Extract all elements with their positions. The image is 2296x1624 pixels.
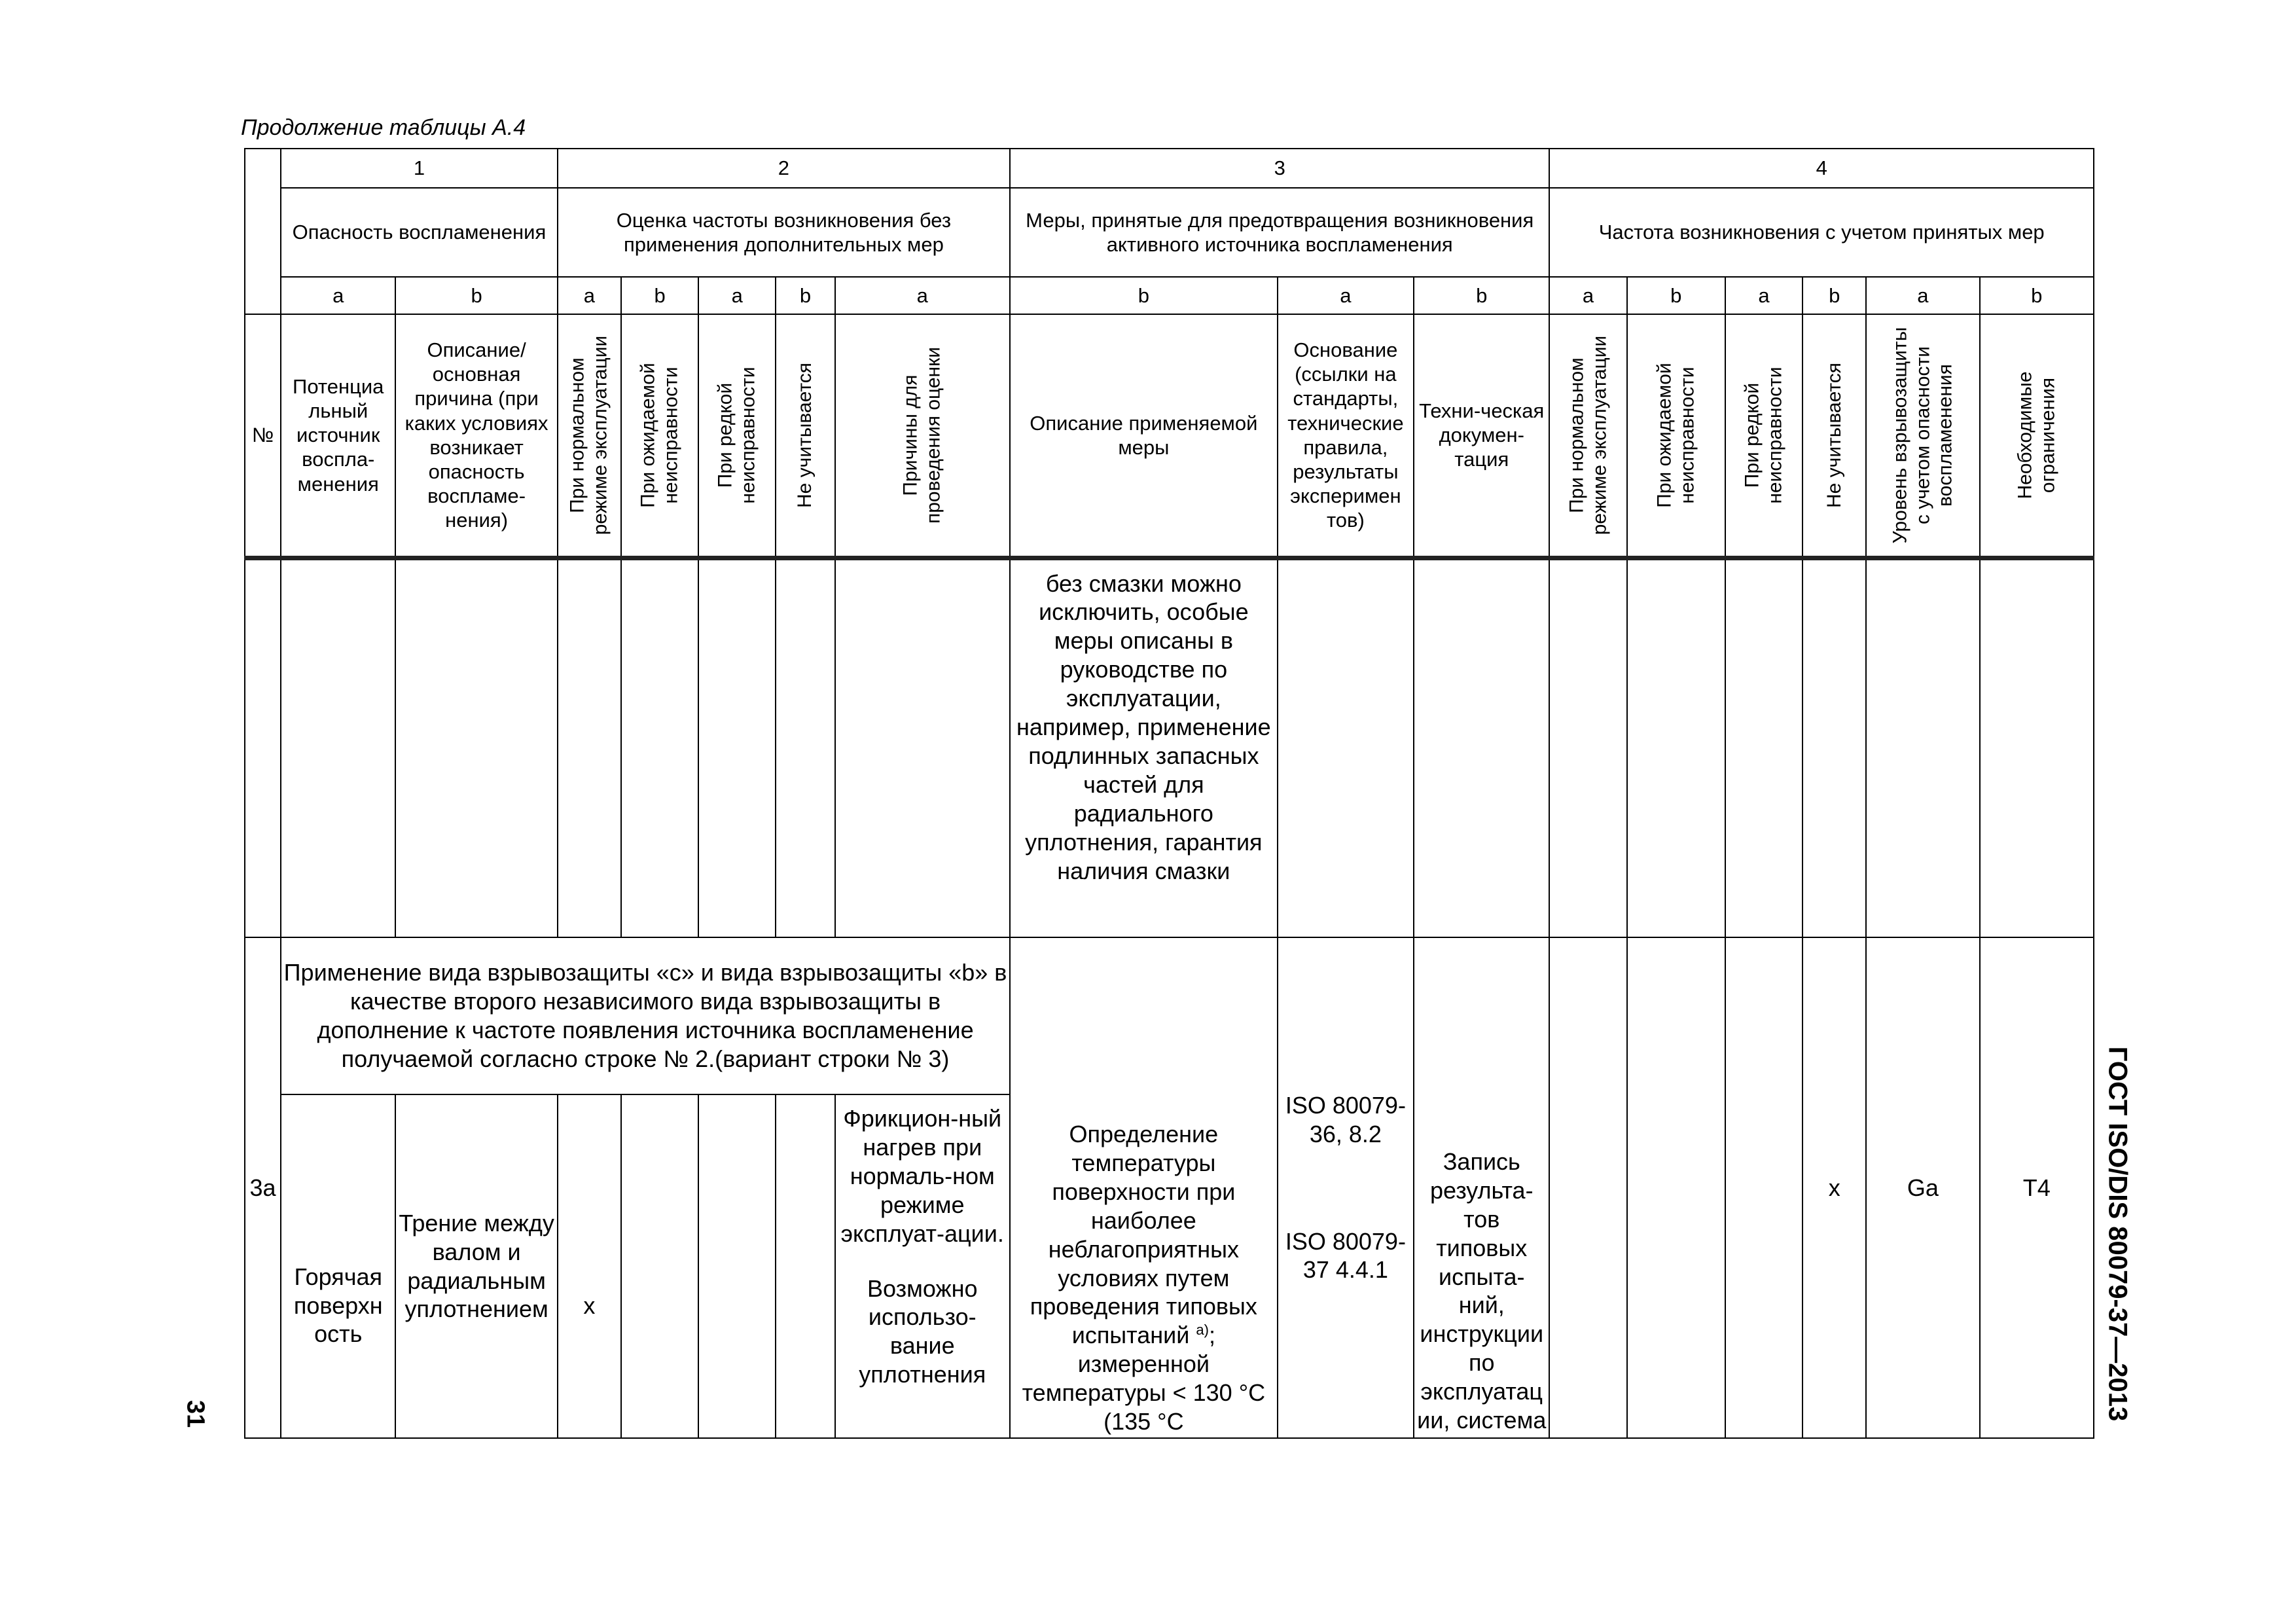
page-number xyxy=(182,1388,208,1440)
cell-empty xyxy=(1725,937,1803,1438)
header-rare-malfunction-after xyxy=(1725,314,1803,558)
group-number-4: 4 xyxy=(1549,149,2094,188)
header-tech-documentation: Техни-ческая докумен-тация xyxy=(1414,314,1549,558)
cell-tech-doc: Запись результа-тов типовых испыта-ний, инструкции по эксплуатац ии, система xyxy=(1414,937,1549,1438)
cell-empty xyxy=(698,558,776,937)
cell-empty xyxy=(1627,558,1725,937)
header-expected-malfunction-text: При ожидаемой неисправности xyxy=(637,363,682,508)
cell-measure-text-2: ; измеренной температуры < 130 °C (135 °C xyxy=(1022,1322,1266,1435)
cell-normal-mark: x xyxy=(558,1094,621,1438)
ab-label: b xyxy=(1803,277,1866,314)
cell-empty xyxy=(281,558,395,937)
ab-label: b xyxy=(1980,277,2094,314)
cell-protection-note: Применение вида взрывозащиты «с» и вида взрывозащиты «b» в качестве второго независимого вида взрывозащиты в дополнение к частоте появления источника воспламенение получаемой согласно строке № 2.(вариант строки № 3) xyxy=(281,937,1010,1094)
header-expected-malfunction-after-text: При ожидаемой неисправности xyxy=(1653,363,1698,508)
header-expected-malfunction-after xyxy=(1627,314,1725,558)
ab-label: a xyxy=(281,277,395,314)
header-number: № xyxy=(245,314,281,558)
cell-assessment-reasons xyxy=(835,1094,1010,1438)
header-not-considered-after xyxy=(1803,314,1866,558)
cell-empty xyxy=(776,1094,834,1438)
table-row xyxy=(245,558,2094,937)
cell-empty xyxy=(1278,558,1414,937)
ab-label: a xyxy=(698,277,776,314)
header-basis: Основание (ссылки на стандарты, технические правила, результаты эксперимен тов) xyxy=(1278,314,1414,558)
header-rare-malfunction xyxy=(698,314,776,558)
page-number-text: 31 xyxy=(181,1399,209,1428)
cell-empty xyxy=(1549,937,1626,1438)
cell-empty xyxy=(1725,558,1803,937)
header-required-limits-text: Необходимые ограничения xyxy=(2014,371,2058,499)
cell-reasons-gap xyxy=(838,1248,1007,1274)
header-rare-malfunction-text: При редкой неисправности xyxy=(714,367,759,504)
ab-label: b xyxy=(1010,277,1278,314)
header-protection-level-text: Уровень взрывозащиты с учетом опасности воспламенения xyxy=(1889,327,1956,544)
ab-label: b xyxy=(1414,277,1549,314)
group-title-3: Меры, принятые для предотвращения возникновения активного источника воспламенения xyxy=(1010,188,1549,277)
hazard-table xyxy=(244,148,2094,1439)
cell-required-limits: T4 xyxy=(1980,937,2094,1438)
ab-label: b xyxy=(1627,277,1725,314)
ab-label: b xyxy=(776,277,834,314)
cell-empty xyxy=(558,558,621,937)
cell-empty xyxy=(776,558,834,937)
cell-empty xyxy=(245,558,281,937)
group-title-2: Оценка частоты возникновения без применения дополнительных мер xyxy=(558,188,1010,277)
cell-empty xyxy=(621,1094,698,1438)
cell-empty xyxy=(1627,937,1725,1438)
ab-label: a xyxy=(1866,277,1979,314)
document-code xyxy=(2104,1018,2130,1450)
cell-empty xyxy=(1866,558,1979,937)
cell-measure-footnote: а) xyxy=(1196,1322,1209,1339)
cell-basis-2: ISO 80079-37 4.4.1 xyxy=(1285,1227,1406,1284)
header-assessment-reasons-text: Причины для проведения оценки xyxy=(899,346,944,524)
document-code-text: ГОСТ ISO/DIS 80079-37—2013 xyxy=(2103,1046,2132,1422)
cell-measure-text: Определение температуры поверхности при наиболее неблагоприятных условиях путем проведения типовых испытаний xyxy=(1030,1121,1257,1349)
ab-label: a xyxy=(835,277,1010,314)
header-not-considered-after-text: Не учитывается xyxy=(1823,362,1845,508)
header-not-considered xyxy=(776,314,834,558)
header-normal-operation-after xyxy=(1549,314,1626,558)
header-measure-description: Описание применяемой меры xyxy=(1010,314,1278,558)
cell-empty xyxy=(1549,558,1626,937)
header-normal-operation-text: При нормальном режиме эксплуатации xyxy=(566,335,611,535)
group-title-1: Опасность воспламенения xyxy=(281,188,558,277)
header-assessment-reasons xyxy=(835,314,1010,558)
group-number-1: 1 xyxy=(281,149,558,188)
ab-label: a xyxy=(1725,277,1803,314)
cell-empty xyxy=(621,558,698,937)
cell-empty xyxy=(698,1094,776,1438)
corner-cell xyxy=(245,149,281,314)
header-rare-malfunction-after-text: При редкой неисправности xyxy=(1741,367,1785,504)
cell-basis-1: ISO 80079-36, 8.2 xyxy=(1285,1091,1406,1147)
header-protection-level xyxy=(1866,314,1979,558)
ab-label: b xyxy=(395,277,557,314)
cell-not-considered-mark: x xyxy=(1803,937,1866,1438)
cell-reasons-1: Фрикцион-ный нагрев при нормаль-ном режиме эксплуат-ации. xyxy=(840,1105,1004,1247)
cell-row-number: 3a xyxy=(245,937,281,1438)
header-ignition-source: Потенциа льный источник воспла-менения xyxy=(281,314,395,558)
cell-basis xyxy=(1278,937,1414,1438)
cell-cause: Трение между валом и радиальным уплотнением xyxy=(395,1094,557,1438)
cell-empty xyxy=(395,558,557,937)
cell-basis-gap xyxy=(1280,1149,1411,1227)
cell-measure xyxy=(1010,937,1278,1438)
cell-empty xyxy=(1803,558,1866,937)
header-description: Описание/ основная причина (при каких условиях возникает опасность воспламе-нения) xyxy=(395,314,557,558)
table-row xyxy=(245,937,2094,1094)
group-number-3: 3 xyxy=(1010,149,1549,188)
cell-empty xyxy=(1414,558,1549,937)
ab-label: a xyxy=(1278,277,1414,314)
header-required-limits xyxy=(1980,314,2094,558)
cell-ignition-source: Горячая поверхн ость xyxy=(281,1094,395,1438)
cell-reasons-2: Возможно использо-вание уплотнения xyxy=(859,1274,986,1388)
header-normal-operation xyxy=(558,314,621,558)
table-caption: Продолжение таблицы А.4 xyxy=(241,115,526,140)
ab-label: b xyxy=(621,277,698,314)
header-normal-operation-after-text: При нормальном режиме эксплуатации xyxy=(1566,335,1610,535)
group-number-2: 2 xyxy=(558,149,1010,188)
header-not-considered-text: Не учитывается xyxy=(794,362,816,508)
cell-empty xyxy=(1980,558,2094,937)
cell-protection-level: Ga xyxy=(1866,937,1979,1438)
cell-empty xyxy=(835,558,1010,937)
ab-label: a xyxy=(1549,277,1626,314)
cell-measure-continued: без смазки можно исключить, особые меры описаны в руководстве по эксплуатации, например, применение подлинных запасных частей для радиального уплотнения, гарантия наличия смазки xyxy=(1010,558,1278,937)
header-expected-malfunction xyxy=(621,314,698,558)
ab-label: a xyxy=(558,277,621,314)
group-title-4: Частота возникновения с учетом принятых мер xyxy=(1549,188,2094,277)
